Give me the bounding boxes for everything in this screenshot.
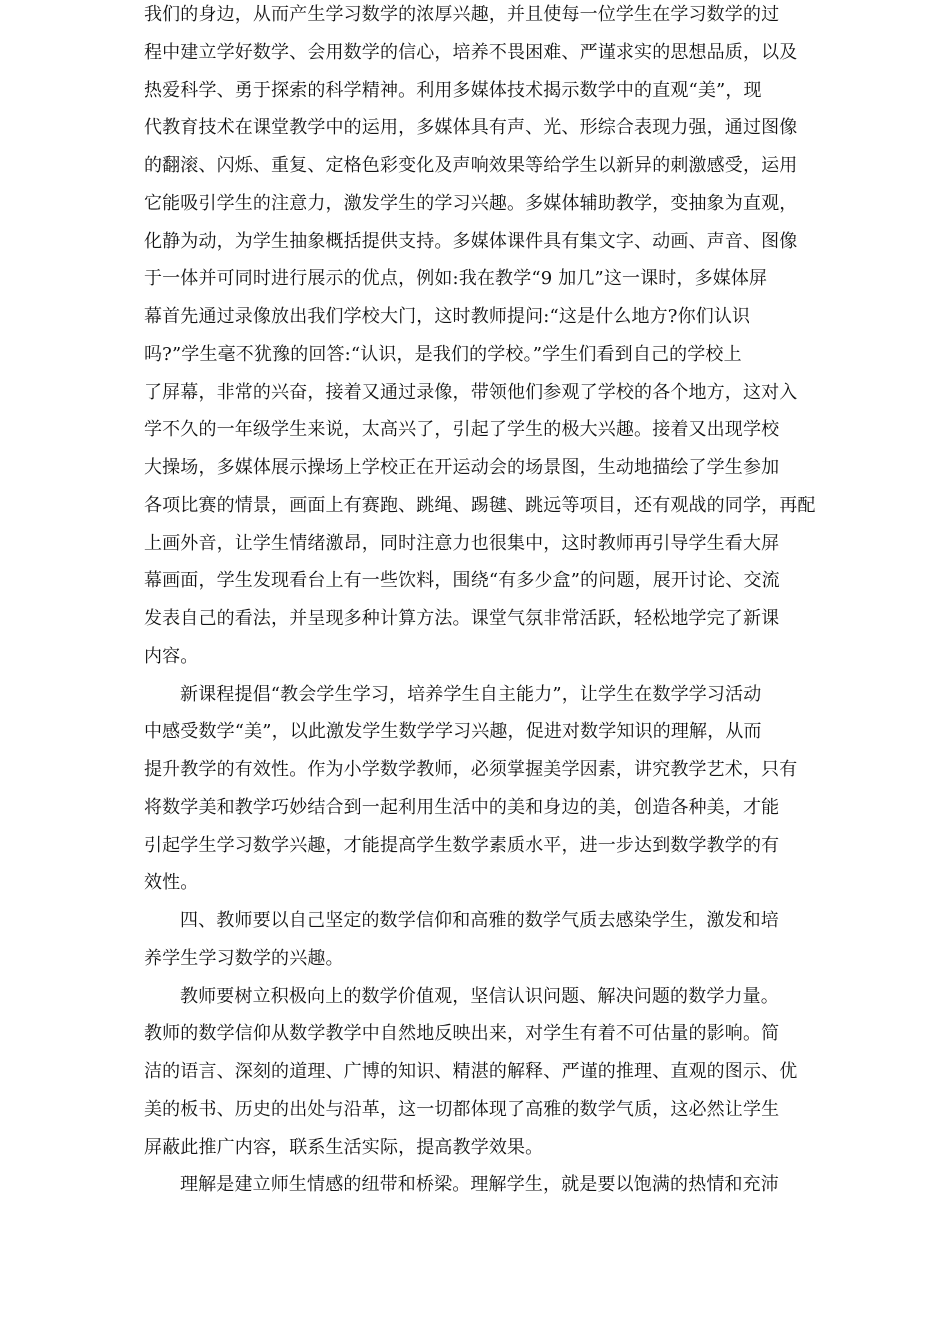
text-line: 幕画面，学生发现看台上有一些饮料，围绕“有多少盒”的问题，展开讨论、交流 <box>144 570 780 592</box>
text-line: 教师的数学信仰从数学教学中自然地反映出来，对学生有着不可估量的影响。简 <box>144 1023 780 1045</box>
text-line: 教师要树立积极向上的数学价值观，坚信认识问题、解决问题的数学力量。 <box>180 985 779 1007</box>
text-line: 效性。 <box>144 872 199 894</box>
text-line: 吗?”学生毫不犹豫的回答:“认识，是我们的学校。”学生们看到自己的学校上 <box>144 343 742 365</box>
text-line: 引起学生学习数学兴趣，才能提高学生数学素质水平，进一步达到数学教学的有 <box>144 834 780 856</box>
text-line: 洁的语言、深刻的道理、广博的知识、精湛的解释、严谨的推理、直观的图示、优 <box>144 1061 798 1082</box>
body-text <box>144 0 816 1204</box>
text-line: 新课程提倡“教会学生学习，培养学生自主能力”，让学生在数学学习活动 <box>180 683 762 705</box>
text-line: 内容。 <box>144 645 199 667</box>
text-line: 养学生学习数学的兴趣。 <box>144 947 344 969</box>
text-line: 将数学美和教学巧妙结合到一起利用生活中的美和身边的美，创造各种美，才能 <box>144 796 780 818</box>
text-line: 它能吸引学生的注意力，激发学生的学习兴趣。多媒体辅助教学，变抽象为直观， <box>144 192 798 214</box>
text-line: 中感受数学“美”，以此激发学生数学学习兴趣，促进对数学知识的理解，从而 <box>144 721 762 743</box>
text-line: 上画外音，让学生情绪激昂，同时注意力也很集中，这时教师再引导学生看大屏 <box>144 532 780 554</box>
text-line: 代教育技术在课堂教学中的运用，多媒体具有声、光、形综合表现力强，通过图像 <box>144 117 798 139</box>
text-line: 提升教学的有效性。作为小学数学教师，必须掌握美学因素，讲究教学艺术，只有 <box>144 759 798 780</box>
text-line: 屏蔽此推广内容，联系生活实际，提高教学效果。 <box>144 1136 544 1158</box>
text-line: 大操场，多媒体展示操场上学校正在开运动会的场景图，生动地描绘了学生参加 <box>144 457 780 478</box>
text-line: 学不久的一年级学生来说，太高兴了，引起了学生的极大兴趣。接着又出现学校 <box>144 419 780 441</box>
text-line: 热爱科学、勇于探索的科学精神。利用多媒体技术揭示数学中的直观“美”，现 <box>144 79 762 101</box>
text-line: 幕首先通过录像放出我们学校大门，这时教师提问:“这是什么地方?你们认识 <box>144 306 751 327</box>
text-line: 美的板书、历史的出处与沿革，这一切都体现了高雅的数学气质，这必然让学生 <box>144 1098 780 1120</box>
text-line: 于一体并可同时进行展示的优点，例如:我在教学“9 加几”这一课时，多媒体屏 <box>144 268 768 290</box>
text-line: 四、教师要以自己坚定的数学信仰和高雅的数学气质去感染学生，激发和培 <box>180 910 779 931</box>
text-line: 程中建立学好数学、会用数学的信心，培养不畏困难、严谨求实的思想品质，以及 <box>144 41 798 63</box>
text-line: 我们的身边，从而产生学习数学的浓厚兴趣，并且使每一位学生在学习数学的过 <box>144 4 780 25</box>
text-line: 化静为动，为学生抽象概括提供支持。多媒体课件具有集文字、动画、声音、图像 <box>144 230 798 252</box>
text-line: 的翻滚、闪烁、重复、定格色彩变化及声响效果等给学生以新异的刺激感受，运用 <box>144 155 798 176</box>
text-line: 各项比赛的情景，画面上有赛跑、跳绳、踢毽、跳远等项目，还有观战的同学，再配 <box>144 494 816 516</box>
text-line: 发表自己的看法，并呈现多种计算方法。课堂气氛非常活跃，轻松地学完了新课 <box>144 608 780 629</box>
text-line: 了屏幕，非常的兴奋，接着又通过录像，带领他们参观了学校的各个地方，这对入 <box>144 381 798 403</box>
text-line: 理解是建立师生情感的纽带和桥梁。理解学生，就是要以饱满的热情和充沛 <box>180 1174 779 1196</box>
